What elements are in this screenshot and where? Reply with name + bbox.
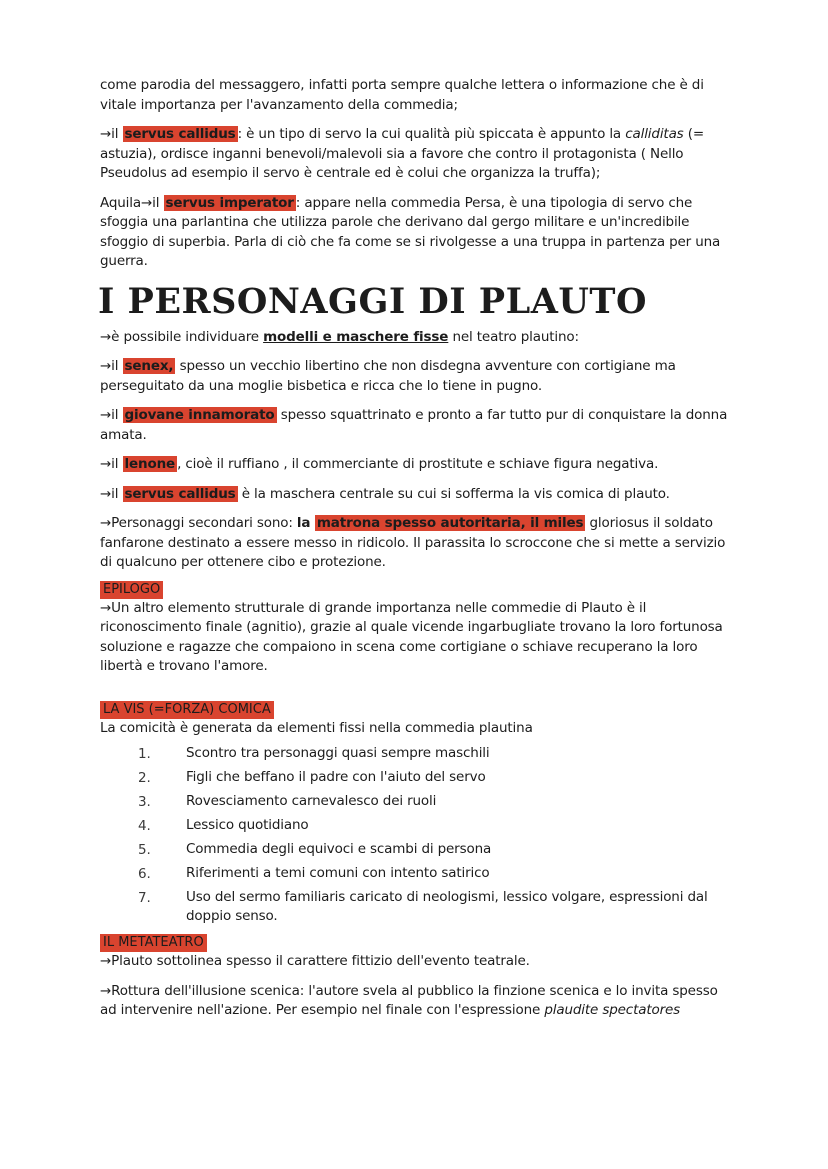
servus-imperator-paragraph: Aquila→il servus imperator : appare nella commedia Persa, è una tipologia di servo che sfoggia una parlantina che utilizza parole che derivano dal gergo militare e un'incredibile sfoggio di superbia. Parla di ciò che fa come se si rivolgesse a una truppa in partenza per una guerra. — [100, 194, 721, 269]
character-senex: →il senex, spesso un vecchio libertino che non disdegna avventure con cortigiane ma perseguitato da una moglie bisbetica e ricca che lo tiene in pugno. — [100, 358, 676, 394]
character-giovane: →il giovane innamorato spesso squattrinato e pronto a far tutto pur di conquistare la donna amata. — [100, 407, 728, 443]
list-item: 7. Uso del sermo familiaris caricato di neologismi, lessico volgare, espressioni dal doppio senso. — [138, 889, 708, 924]
epilogo-text: →Un altro elemento strutturale di grande importanza nelle commedie di Plauto è il riconoscimento finale (agnitio), grazie al quale vicende ingarbugliate trovano la loro fortunosa soluzione e ragazze che compaiono in scena come cortigiane o schiave recuperano la loro libertà e trovano l'amore. — [100, 599, 723, 674]
list-item: 1. Scontro tra personaggi quasi sempre maschili — [138, 745, 490, 762]
page-heading: I PERSONAGGI DI PLAUTO — [98, 280, 647, 322]
list-item: 4. Lessico quotidiano — [138, 817, 309, 834]
secondary-highlight: matrona spesso autoritaria, il miles — [316, 515, 584, 531]
character-lenone: →il lenone , cioè il ruffiano , il commerciante di prostitute e schiave figura negativa. — [100, 456, 659, 472]
plaudite-spectatores: plaudite spectatores — [544, 1002, 681, 1018]
character-highlight: servus callidus — [124, 485, 236, 502]
metateatro-line-2: →Rottura dell'illusione scenica: l'autore svela al pubblico la finzione scenica e lo invita spesso ad intervenire nell'azione. Per esempio nel finale con l'espressione plaudite spectatores — [100, 982, 718, 1018]
character-highlight: giovane innamorato — [124, 407, 275, 423]
calliditas-term: calliditas — [625, 126, 684, 142]
metateatro-line-1: →Plauto sottolinea spesso il carattere fittizio dell'evento teatrale. — [100, 953, 530, 969]
character-highlight: lenone — [124, 456, 176, 472]
character-servus-callidus: →il servus callidus è la maschera centrale su cui si sofferma la vis comica di plauto. — [100, 485, 670, 502]
models-line: →è possibile individuare modelli e maschere fisse nel teatro plautino: — [100, 328, 579, 345]
list-item: 2. Figli che beffano il padre con l'aiuto del servo — [138, 769, 486, 786]
section-title-metateatro: IL METATEATRO — [100, 934, 207, 952]
intro-paragraph: come parodia del messaggero, infatti porta sempre qualche lettera o informazione che è di vitale importanza per l'avanzamento della commedia; — [100, 77, 704, 113]
servus-imperator-highlight: servus imperator — [165, 194, 294, 211]
models-underlined: modelli e maschere fisse — [263, 328, 449, 345]
secondary-characters: →Personaggi secondari sono: la matrona spesso autoritaria, il miles gloriosus il soldato fanfarone destinato a essere messo in ridicolo. Il parassita lo scroccone che si mette a servizio di qualcuno per ottenere cibo e protezione. — [100, 515, 726, 570]
list-item: 3. Rovesciamento carnevalesco dei ruoli — [138, 793, 437, 810]
section-title-epilogo: EPILOGO — [100, 581, 163, 599]
list-item: 5. Commedia degli equivoci e scambi di persona — [138, 841, 492, 858]
servus-callidus-paragraph: →il servus callidus : è un tipo di servo la cui qualità più spiccata è appunto la calliditas (= astuzia), ordisce inganni benevoli/malevoli sia a favore che contro il protagonista ( Nello Pseudolus ad esempio il servo è centrale ed è colui che organizza la truffa); — [100, 126, 704, 181]
vis-comica-intro: La comicità è generata da elementi fissi nella commedia plautina — [100, 719, 533, 736]
vis-comica-list — [100, 742, 728, 926]
servus-callidus-highlight: servus callidus — [124, 126, 236, 142]
character-highlight: senex, — [124, 358, 174, 374]
section-title-vis-comica: LA VIS (=FORZA) COMICA — [100, 701, 274, 719]
list-item: 6. Riferimenti a temi comuni con intento satirico — [138, 865, 490, 882]
